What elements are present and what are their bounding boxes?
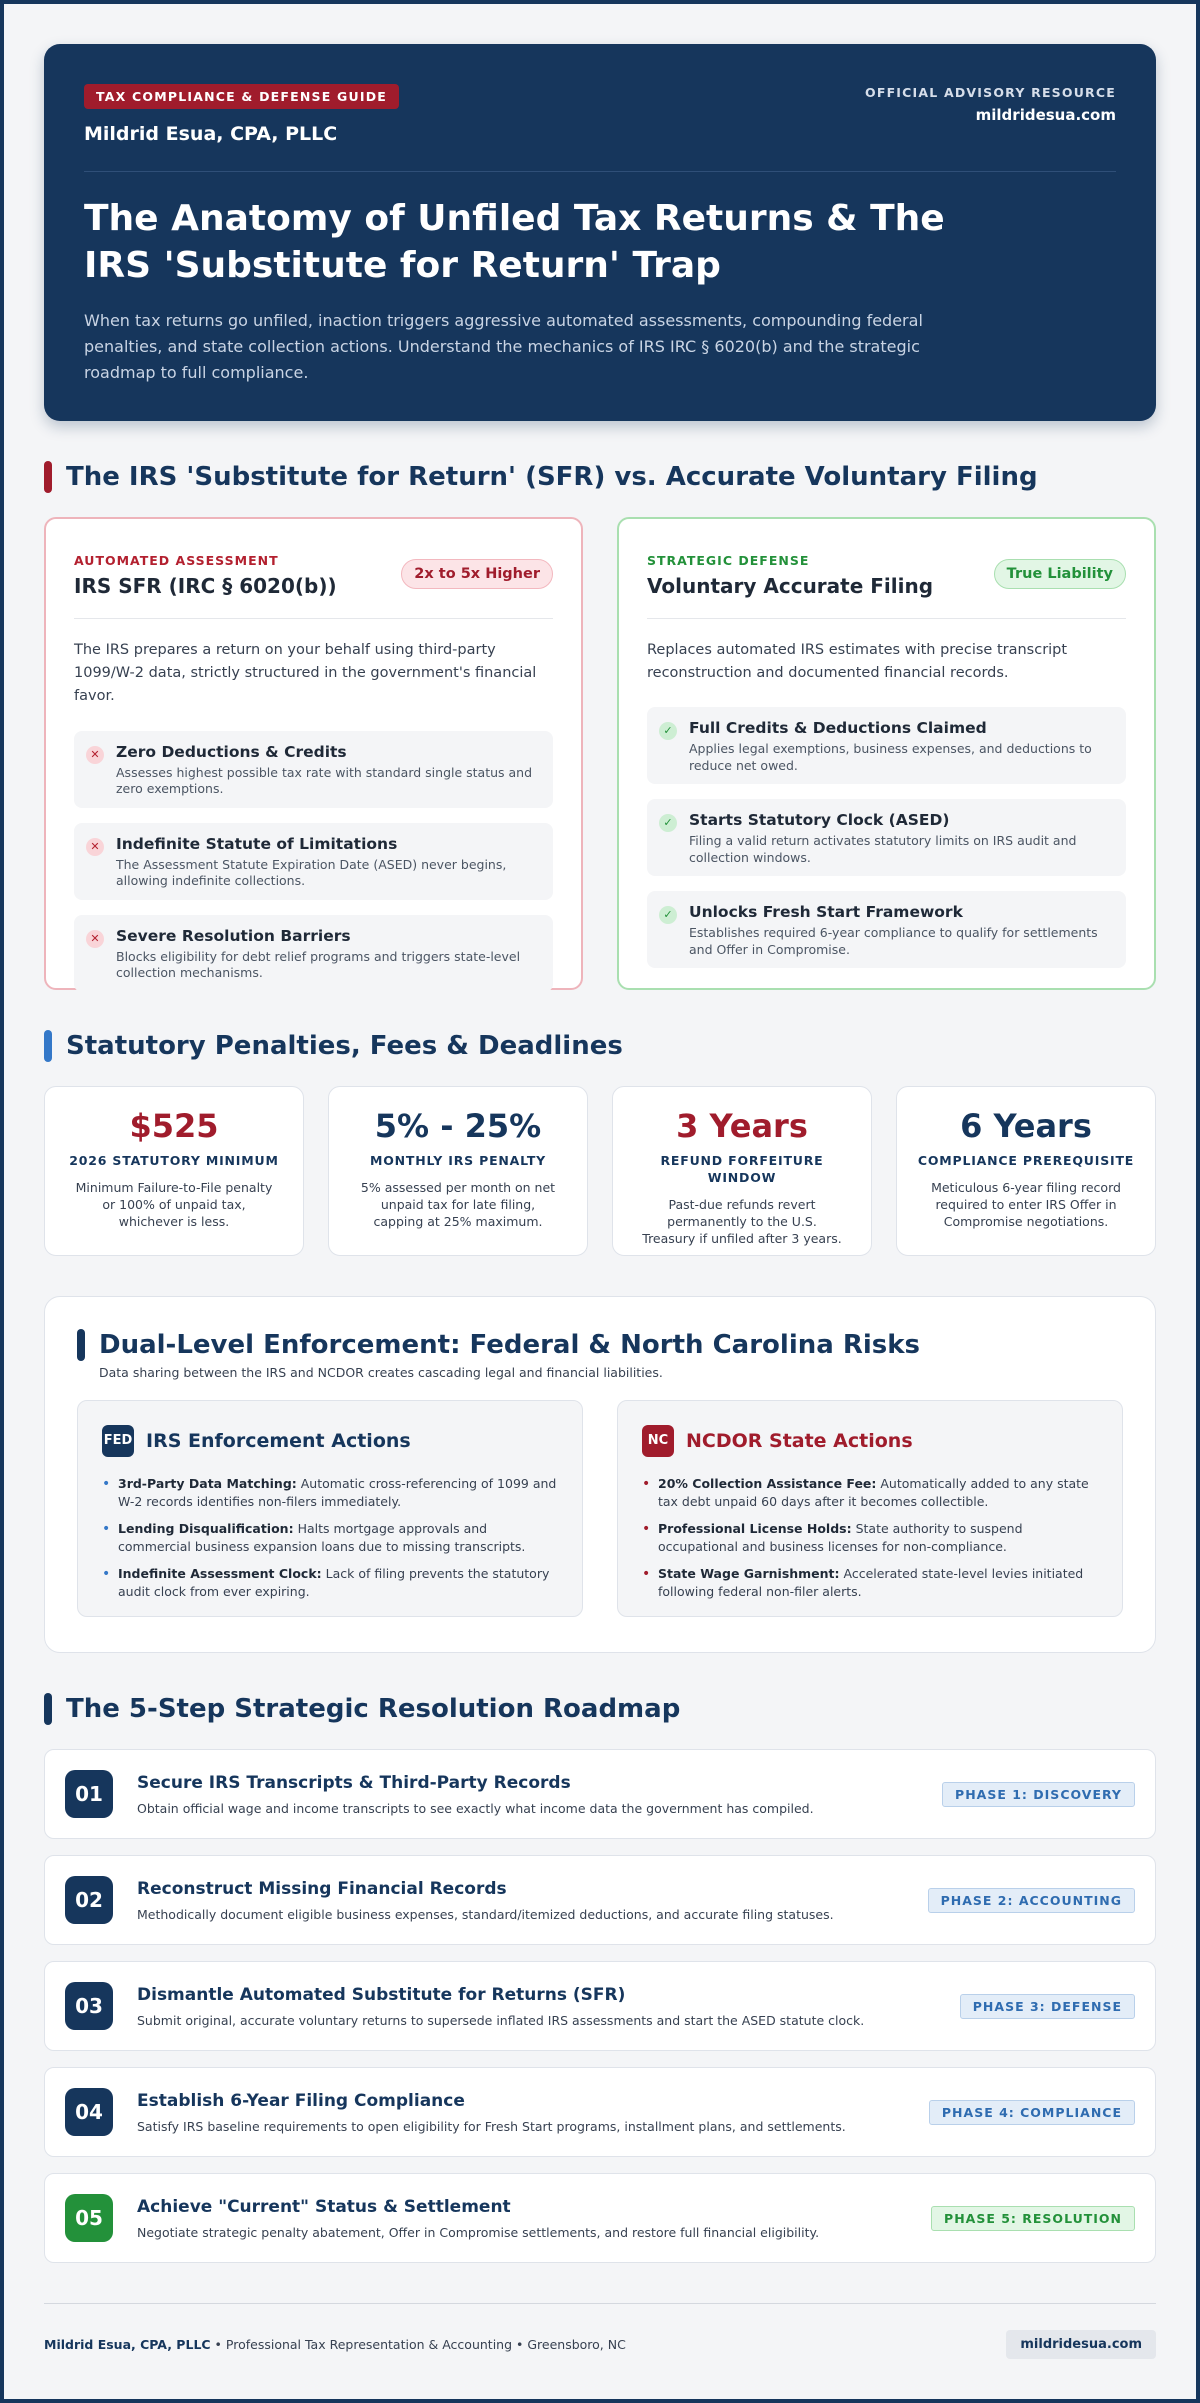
stat-description: 5% assessed per month on net unpaid tax for late filing, capping at 25% maximum. <box>360 1179 556 1229</box>
fed-badge-icon: FED <box>102 1425 134 1457</box>
item-description: Applies legal exemptions, business expenses, and deductions to reduce net owed. <box>689 741 1092 774</box>
section-heading-sfr <box>44 461 1156 493</box>
footer-text <box>44 2337 626 2352</box>
card-divider <box>74 618 553 619</box>
step-description: Obtain official wage and income transcripts to see exactly what income data the government has compiled. <box>137 1800 814 1816</box>
ncdor-enforcement-column <box>617 1400 1123 1617</box>
comparison-grid <box>44 517 1156 990</box>
list-item <box>647 891 1126 968</box>
sfr-card <box>44 517 583 990</box>
section-title: The 5-Step Strategic Resolution Roadmap <box>66 1694 681 1724</box>
item-title: Starts Statutory Clock (ASED) <box>689 811 950 830</box>
footer-divider <box>44 2303 1156 2304</box>
item-description: Establishes required 6-year compliance to qualify for settlements and Offer in Compromise. <box>689 925 1098 958</box>
stat-description: Meticulous 6-year filing record required to enter IRS Offer in Compromise negotiations. <box>931 1179 1121 1229</box>
item-lead: Indefinite Assessment Clock: <box>118 1566 322 1581</box>
list-item <box>74 915 553 992</box>
section-accent-bar <box>77 1329 85 1361</box>
stat-value: 5% - 25% <box>374 1107 542 1145</box>
list-item <box>642 1520 1098 1555</box>
stat-description: Past-due refunds revert permanently to the U.S. Treasury if unfiled after 3 years. <box>642 1196 842 1246</box>
item-lead: Professional License Holds: <box>658 1521 852 1536</box>
footer <box>44 2330 1156 2359</box>
phase-badge: PHASE 2: ACCOUNTING <box>928 1888 1135 1913</box>
list-item <box>102 1475 558 1510</box>
item-title: Unlocks Fresh Start Framework <box>689 903 963 922</box>
item-title: Severe Resolution Barriers <box>116 926 351 945</box>
step-description: Submit original, accurate voluntary returns to supersede inflated IRS assessments and start the ASED statute clock. <box>137 2012 865 2028</box>
step-description: Methodically document eligible business expenses, standard/itemized deductions, and accurate filing statuses. <box>137 1906 834 1922</box>
guide-tag: TAX COMPLIANCE & DEFENSE GUIDE <box>84 84 399 109</box>
step-description: Satisfy IRS baseline requirements to open eligibility for Fresh Start programs, installment plans, and settlements. <box>137 2118 846 2134</box>
x-circle-icon: ✕ <box>86 746 104 764</box>
list-item <box>642 1475 1098 1510</box>
item-description: Blocks eligibility for debt relief programs and triggers state-level collection mechanisms. <box>116 948 521 981</box>
step-number: 04 <box>65 2088 113 2136</box>
section-accent-bar <box>44 461 52 493</box>
column-title: NCDOR State Actions <box>686 1430 913 1452</box>
roadmap-list <box>44 1749 1156 2263</box>
advisory-label: OFFICIAL ADVISORY RESOURCE <box>865 85 1116 100</box>
step-title: Achieve "Current" Status & Settlement <box>137 2196 511 2217</box>
footer-firm: Mildrid Esua, CPA, PLLC <box>44 2337 211 2352</box>
card-description: The IRS prepares a return on your behalf using third-party 1099/W-2 data, strictly structured in the government's financial favor. <box>74 642 537 705</box>
section-heading-penalties <box>44 1030 1156 1062</box>
item-text: Accelerated state-level levies initiated following federal non-filer alerts. <box>658 1566 1084 1599</box>
stat-label: MONTHLY IRS PENALTY <box>369 1153 547 1168</box>
step-title: Dismantle Automated Substitute for Returns (SFR) <box>137 1984 626 2005</box>
roadmap-step <box>44 1749 1156 1839</box>
phase-badge: PHASE 3: DEFENSE <box>960 1994 1135 2019</box>
stat-card <box>328 1086 588 1256</box>
item-text: Automatically added to any state tax debt unpaid 60 days after it becomes collectible. <box>658 1476 1089 1509</box>
item-lead: State Wage Garnishment: <box>658 1566 840 1581</box>
irs-enforcement-column <box>77 1400 583 1617</box>
list-item <box>74 731 553 808</box>
stat-description: Minimum Failure-to-File penalty or 100% of unpaid tax, whichever is less. <box>75 1179 273 1229</box>
step-number: 02 <box>65 1876 113 1924</box>
list-item <box>74 823 553 900</box>
phase-badge: PHASE 5: RESOLUTION <box>931 2206 1135 2231</box>
step-title: Reconstruct Missing Financial Records <box>137 1878 507 1899</box>
item-title: Zero Deductions & Credits <box>116 742 347 761</box>
section-title: The IRS 'Substitute for Return' (SFR) vs. Accurate Voluntary Filing <box>66 462 1038 492</box>
nc-badge-icon: NC <box>642 1425 674 1457</box>
status-badge: True Liability <box>994 559 1126 589</box>
header-website-link[interactable]: mildridesua.com <box>975 106 1116 124</box>
list-item <box>642 1565 1098 1600</box>
item-title: Indefinite Statute of Limitations <box>116 834 398 853</box>
stat-card <box>44 1086 304 1256</box>
check-circle-icon: ✓ <box>659 722 677 740</box>
check-circle-icon: ✓ <box>659 906 677 924</box>
stat-card <box>896 1086 1156 1256</box>
card-title: Voluntary Accurate Filing <box>647 574 934 598</box>
firm-name: Mildrid Esua, CPA, PLLC <box>84 123 338 145</box>
stat-value: 3 Years <box>676 1107 808 1145</box>
step-number: 01 <box>65 1770 113 1818</box>
column-title: IRS Enforcement Actions <box>146 1430 411 1452</box>
card-kicker: AUTOMATED ASSESSMENT <box>74 553 279 568</box>
list-item <box>647 799 1126 876</box>
check-circle-icon: ✓ <box>659 814 677 832</box>
section-accent-bar <box>44 1030 52 1062</box>
roadmap-step <box>44 2173 1156 2263</box>
stats-grid <box>44 1086 1156 1256</box>
stat-value: $525 <box>129 1107 219 1145</box>
card-divider <box>647 618 1126 619</box>
section-heading-roadmap <box>44 1693 1156 1725</box>
status-badge: 2x to 5x Higher <box>401 559 553 589</box>
phase-badge: PHASE 4: COMPLIANCE <box>929 2100 1135 2125</box>
step-number: 05 <box>65 2194 113 2242</box>
x-circle-icon: ✕ <box>86 930 104 948</box>
step-title: Establish 6-Year Filing Compliance <box>137 2090 465 2111</box>
section-heading-enforcement <box>77 1329 1123 1361</box>
footer-tagline: • Professional Tax Representation & Accounting • Greensboro, NC <box>210 2337 626 2352</box>
step-number: 03 <box>65 1982 113 2030</box>
list-item <box>102 1520 558 1555</box>
section-title: Dual-Level Enforcement: Federal & North Carolina Risks <box>99 1330 921 1360</box>
item-lead: Lending Disqualification: <box>118 1521 294 1536</box>
section-subtitle: Data sharing between the IRS and NCDOR creates cascading legal and financial liabilities. <box>99 1365 663 1380</box>
card-title: IRS SFR (IRC § 6020(b)) <box>74 574 337 598</box>
stat-label: 2026 STATUTORY MINIMUM <box>69 1153 279 1168</box>
card-description: Replaces automated IRS estimates with precise transcript reconstruction and documented financial records. <box>647 642 1068 682</box>
stat-value: 6 Years <box>960 1107 1092 1145</box>
page-title: The Anatomy of Unfiled Tax Returns & The IRS 'Substitute for Return' Trap <box>84 198 945 286</box>
roadmap-step <box>44 1855 1156 1945</box>
page-description: When tax returns go unfiled, inaction triggers aggressive automated assessments, compounding federal penalties, and state collection actions. Understand the mechanics of IRS IRC § 6020(b) and the strategic roadmap to full compliance. <box>84 310 923 383</box>
x-circle-icon: ✕ <box>86 838 104 856</box>
stat-label: COMPLIANCE PREREQUISITE <box>917 1153 1135 1168</box>
hero-divider <box>84 171 1116 172</box>
list-item <box>102 1565 558 1600</box>
section-title: Statutory Penalties, Fees & Deadlines <box>66 1031 623 1061</box>
enforcement-panel <box>44 1296 1156 1653</box>
card-kicker: STRATEGIC DEFENSE <box>647 553 810 568</box>
section-accent-bar <box>44 1693 52 1725</box>
stat-label: REFUND FORFEITURE WINDOW <box>660 1153 824 1185</box>
voluntary-card <box>617 517 1156 990</box>
hero-banner <box>44 44 1156 421</box>
step-title: Secure IRS Transcripts & Third-Party Records <box>137 1772 571 1793</box>
item-text: Automatic cross-referencing of 1099 and W-2 records identifies non-filers immediately. <box>118 1476 557 1509</box>
item-description: Filing a valid return activates statutory limits on IRS audit and collection windows. <box>689 833 1077 866</box>
item-description: The Assessment Statute Expiration Date (ASED) never begins, allowing indefinite collections. <box>116 856 507 889</box>
item-lead: 20% Collection Assistance Fee: <box>658 1476 877 1491</box>
step-description: Negotiate strategic penalty abatement, Offer in Compromise settlements, and restore full financial eligibility. <box>137 2224 820 2240</box>
phase-badge: PHASE 1: DISCOVERY <box>942 1782 1135 1807</box>
item-lead: 3rd-Party Data Matching: <box>118 1476 297 1491</box>
item-text: Halts mortgage approvals and commercial business expansion loans due to missing transcripts. <box>118 1521 526 1554</box>
item-description: Assesses highest possible tax rate with standard single status and zero exemptions. <box>116 764 533 797</box>
list-item <box>647 707 1126 784</box>
stat-card <box>612 1086 872 1256</box>
roadmap-step <box>44 2067 1156 2157</box>
item-text: State authority to suspend occupational and business licenses for non-compliance. <box>658 1521 1023 1554</box>
footer-website-link[interactable]: mildridesua.com <box>1006 2330 1156 2359</box>
item-text: Lack of filing prevents the statutory audit clock from ever expiring. <box>118 1566 550 1599</box>
roadmap-step <box>44 1961 1156 2051</box>
item-title: Full Credits & Deductions Claimed <box>689 719 987 738</box>
